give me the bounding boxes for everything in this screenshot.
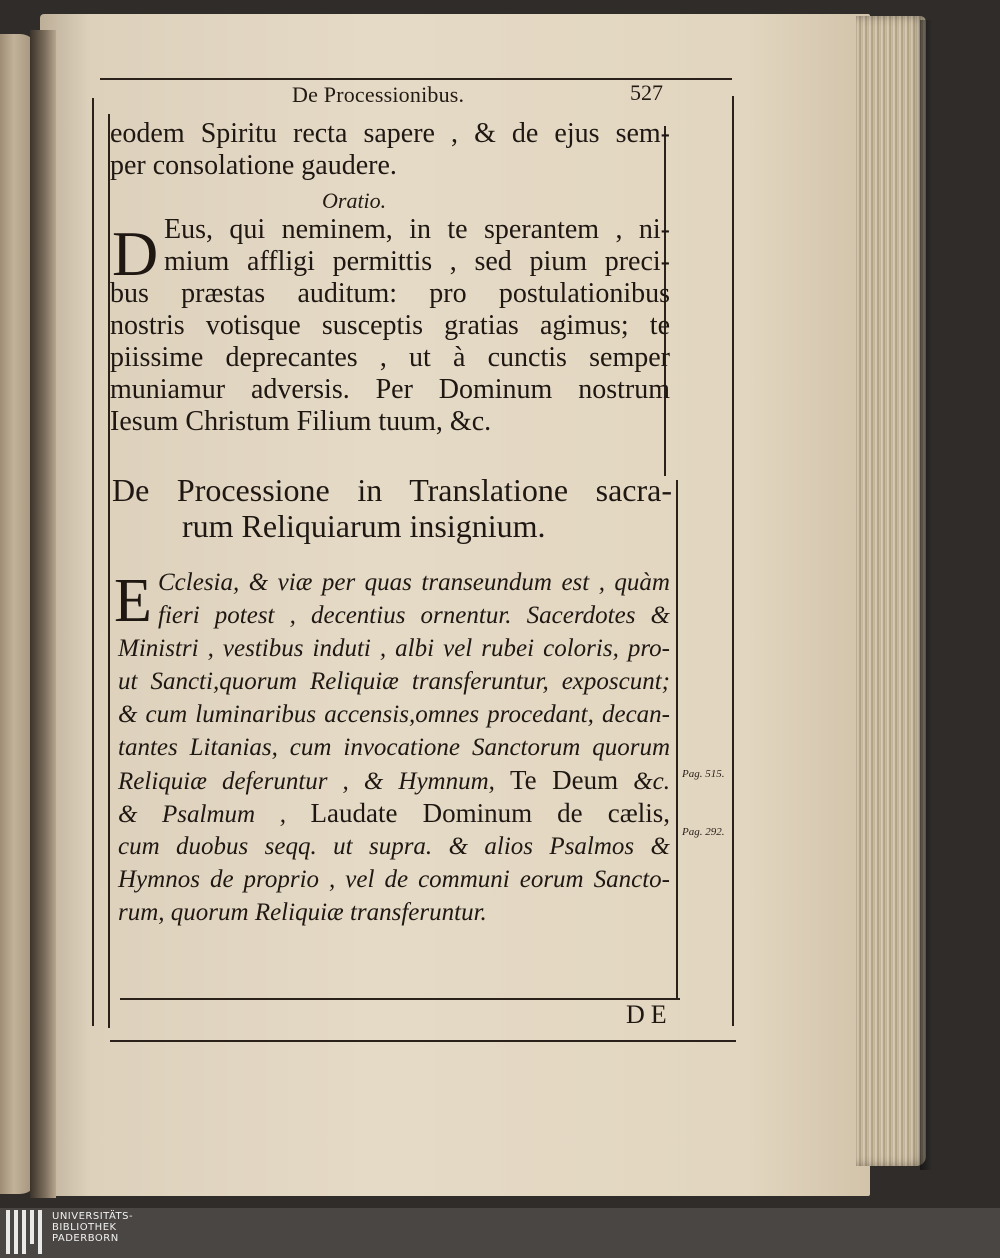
drop-cap-e: E — [114, 567, 152, 635]
catchword: DE — [626, 1000, 673, 1029]
library-logo-icon — [6, 1210, 46, 1254]
upright-text: Te Deum — [509, 765, 619, 795]
library-footer — [0, 1208, 1000, 1258]
text-line: nostris votisque susceptis gratias agimus; te — [110, 310, 670, 341]
logo-line: UNIVERSITÄTS- — [52, 1211, 134, 1222]
margin-note: Pag. 515. — [682, 768, 725, 780]
book-gutter — [30, 30, 56, 1198]
title-line: rum Reliquiarum insignium. — [182, 508, 546, 544]
text-line: Reliquiæ deferuntur , & Hymnum, Te Deum &c. — [118, 765, 671, 795]
edge-shadow — [920, 20, 932, 1170]
opening-lines — [110, 118, 670, 182]
text-line: Iesum Christum Filium tuum, &c. — [110, 406, 492, 437]
drop-cap-d: D — [112, 218, 159, 289]
text-line: rum, quorum Reliquiæ transferuntur. — [118, 899, 487, 926]
frame-bottom-outer — [110, 1040, 736, 1042]
text-line: Hymnos de proprio , vel de communi eorum Sancto- — [118, 866, 670, 893]
text-line: bus præstas auditum: pro postulationibus — [110, 278, 670, 309]
text-line: mium affligi permittis , sed pium preci- — [164, 246, 670, 277]
logo-line: BIBLIOTHEK — [52, 1222, 117, 1233]
text-line: Eus, qui neminem, in te sperantem , ni- — [164, 214, 670, 245]
logo-line: PADERBORN — [52, 1233, 119, 1244]
text-line: tantes Litanias, cum invocatione Sanctorum quorum — [118, 734, 670, 761]
text-line: & cum luminaribus accensis,omnes procedant, decan- — [118, 701, 670, 728]
text-line: Ministri , vestibus induti , albi vel rubei coloris, pro- — [118, 635, 670, 662]
text-line: muniamur adversis. Per Dominum nostrum — [110, 374, 670, 405]
frame-right-outer — [732, 96, 734, 1026]
frame-bottom-inner — [120, 998, 680, 1000]
frame-left-outer — [92, 98, 94, 1026]
text-line: per consolatione gaudere. — [110, 150, 397, 181]
upright-text: Laudate Dominum de cælis, — [310, 798, 670, 828]
text-line: eodem Spiritu recta sapere , & de ejus sem- — [110, 118, 670, 149]
section-title — [112, 472, 672, 544]
library-logo-text — [52, 1211, 133, 1244]
text-line: piissime deprecantes , ut à cunctis semper — [110, 342, 670, 373]
rubric-text — [118, 566, 670, 929]
prayer-text — [110, 214, 670, 438]
frame-right-lower — [676, 480, 678, 1000]
page-number: 527 — [630, 80, 663, 105]
text-line: & Psalmum , Laudate Dominum de cælis, — [118, 798, 670, 828]
page-edges — [856, 16, 926, 1166]
text-line: fieri potest , decentius ornentur. Sacerdotes & — [158, 602, 670, 629]
text-line: Cclesia, & viæ per quas transeundum est , quàm — [158, 569, 670, 596]
running-head: De Processionibus. — [292, 82, 465, 107]
oratio-heading: Oratio. — [322, 188, 387, 213]
text-line: cum duobus seqq. ut supra. & alios Psalmos & — [118, 833, 670, 860]
text-line: ut Sancti,quorum Reliquiæ transferuntur, exposcunt; — [118, 668, 670, 695]
margin-note: Pag. 292. — [682, 826, 725, 838]
title-line: De Processione in Translatione sacra- — [112, 472, 672, 508]
